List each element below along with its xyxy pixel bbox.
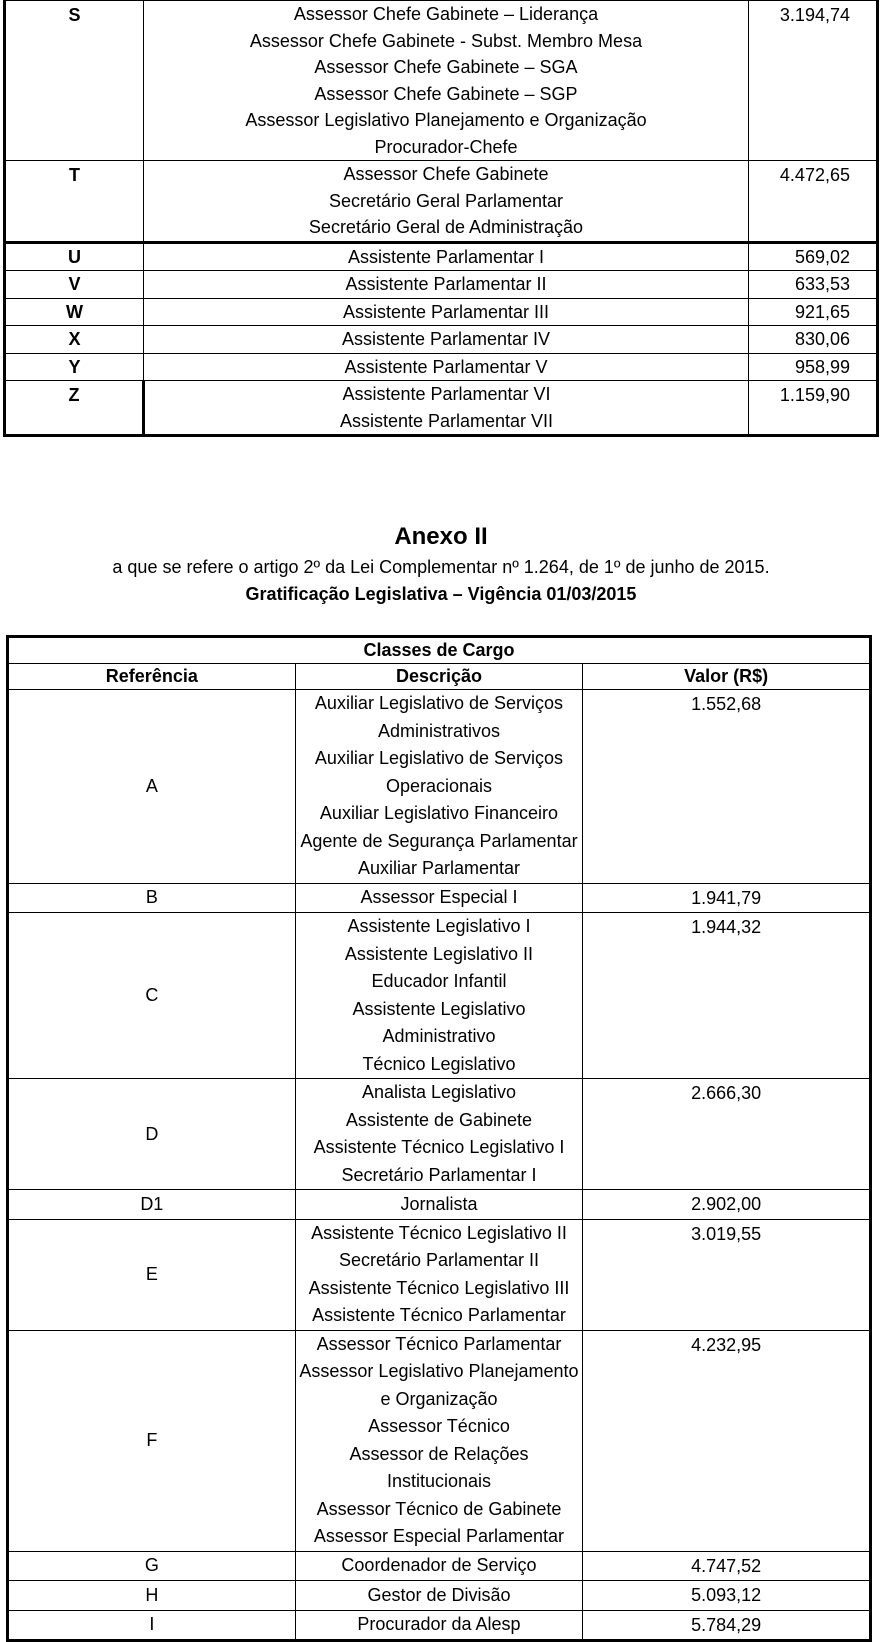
gratification-table-body: [8, 690, 871, 1641]
value-cell: 1.552,68: [583, 690, 871, 884]
table-row: [8, 913, 871, 1079]
reference-cell: C: [8, 913, 296, 1079]
job-title: Assessor Legislativo Planejamento e Organização: [299, 1361, 579, 1409]
reference-cell: X: [5, 326, 144, 354]
gratification-table: [6, 635, 872, 1642]
description-cell: [144, 161, 749, 243]
reference-cell: Z: [5, 381, 144, 436]
column-header-value: Valor (R$): [583, 664, 871, 690]
job-title: Assistente Técnico Parlamentar: [312, 1305, 566, 1325]
table-row: [8, 1551, 871, 1581]
salary-table-body: [5, 1, 878, 436]
description-cell: [144, 242, 749, 271]
job-title: Assistente Parlamentar II: [345, 274, 547, 294]
value-cell: 1.944,32: [583, 913, 871, 1079]
value-cell: 830,06: [749, 326, 878, 354]
reference-cell: T: [5, 161, 144, 243]
value-cell: 3.194,74: [749, 1, 878, 161]
job-title: Educador Infantil: [371, 971, 507, 991]
description-cell: [295, 1581, 583, 1611]
job-title: Procurador da Alesp: [357, 1614, 521, 1634]
job-title: Procurador-Chefe: [374, 136, 518, 157]
value-cell: 4.232,95: [583, 1330, 871, 1551]
job-title: Assistente Parlamentar V: [344, 356, 548, 377]
salary-table-continued: [3, 0, 879, 437]
table-row: [5, 242, 878, 271]
value-cell: 1.159,90: [749, 381, 878, 436]
job-title: Assessor Chefe Gabinete – SGA: [314, 57, 578, 77]
value-cell: 2.666,30: [583, 1079, 871, 1190]
table-row: [5, 298, 878, 326]
annex-title: Anexo II: [394, 523, 488, 550]
job-title: Analista Legislativo: [361, 1082, 517, 1102]
job-title: Assessor Chefe Gabinete – SGP: [314, 83, 578, 104]
job-title: Assistente Legislativo I: [347, 916, 531, 936]
table-row: [5, 161, 878, 243]
table-row: [5, 271, 878, 299]
job-title: Assistente Legislativo II: [344, 943, 534, 964]
table-row: [5, 326, 878, 354]
job-title: Assessor Especial I: [360, 887, 518, 907]
reference-cell: V: [5, 271, 144, 299]
job-title: Jornalista: [400, 1193, 478, 1214]
job-title: Assistente Parlamentar I: [347, 246, 545, 267]
value-cell: 5.784,29: [583, 1610, 871, 1641]
value-cell: 569,02: [749, 242, 878, 271]
column-header-description: Descrição: [295, 664, 583, 690]
description-cell: [295, 1219, 583, 1330]
description-cell: [144, 271, 749, 299]
description-cell: [144, 353, 749, 381]
job-title: Assessor Chefe Gabinete - Subst. Membro Mesa: [249, 30, 643, 51]
description-cell: [144, 326, 749, 354]
value-cell: 5.093,12: [583, 1581, 871, 1611]
table-row: [8, 883, 871, 913]
job-title: Assistente Legislativo Administrativo: [352, 998, 526, 1046]
reference-cell: I: [8, 1610, 296, 1641]
reference-cell: B: [8, 883, 296, 913]
value-cell: 2.902,00: [583, 1190, 871, 1220]
table-row: [8, 690, 871, 884]
job-title: Assessor Especial Parlamentar: [313, 1526, 565, 1546]
job-title: Assistente Parlamentar IV: [341, 329, 551, 349]
column-header-reference: Referência: [8, 664, 296, 690]
table-row: [5, 381, 878, 436]
table-row: [8, 1079, 871, 1190]
description-cell: [144, 1, 749, 161]
description-cell: [295, 1190, 583, 1220]
reference-cell: E: [8, 1219, 296, 1330]
job-title: Agente de Segurança Parlamentar: [300, 830, 578, 851]
job-title: Secretário Geral Parlamentar: [328, 190, 564, 211]
reference-cell: Y: [5, 353, 144, 381]
job-title: Assessor Técnico Parlamentar: [316, 1333, 562, 1354]
job-title: Assessor Chefe Gabinete – Liderança: [293, 4, 599, 24]
job-title: Assessor de Relações Institucionais: [349, 1443, 529, 1491]
value-cell: 1.941,79: [583, 883, 871, 913]
table-row: [8, 1330, 871, 1551]
job-title: Auxiliar Legislativo Financeiro: [319, 803, 559, 823]
job-title: Assistente Parlamentar VII: [339, 410, 554, 431]
reference-cell: G: [8, 1551, 296, 1581]
description-cell: [295, 690, 583, 884]
job-title: Técnico Legislativo: [362, 1053, 516, 1074]
job-title: Secretário Geral de Administração: [308, 217, 584, 237]
job-title: Assessor Técnico de Gabinete: [316, 1498, 562, 1519]
job-title: Assessor Chefe Gabinete: [343, 164, 549, 184]
value-cell: 3.019,55: [583, 1219, 871, 1330]
value-cell: 921,65: [749, 298, 878, 326]
description-cell: [295, 913, 583, 1079]
description-cell: [144, 298, 749, 326]
job-title: Assistente Parlamentar VI: [342, 384, 551, 404]
reference-cell: H: [8, 1581, 296, 1611]
description-cell: [295, 1079, 583, 1190]
value-cell: 958,99: [749, 353, 878, 381]
table-row: [5, 353, 878, 381]
table-row: [8, 1581, 871, 1611]
description-cell: [295, 1330, 583, 1551]
description-cell: [295, 1610, 583, 1641]
job-title: Assessor Legislativo Planejamento e Organização: [245, 110, 647, 130]
table-row: [8, 1219, 871, 1330]
description-cell: [295, 883, 583, 913]
table-row: [8, 1610, 871, 1641]
table-row: [5, 1, 878, 161]
annex-caption: Gratificação Legislativa – Vigência 01/03/2015: [245, 584, 637, 604]
reference-cell: U: [5, 242, 144, 271]
job-title: Assistente Técnico Legislativo I: [313, 1137, 565, 1157]
reference-cell: F: [8, 1330, 296, 1551]
job-title: Assistente de Gabinete: [345, 1109, 533, 1130]
value-cell: 4.747,52: [583, 1551, 871, 1581]
value-cell: 633,53: [749, 271, 878, 299]
job-title: Auxiliar Legislativo de Serviços Operacionais: [314, 748, 564, 796]
job-title: Coordenador de Serviço: [341, 1555, 537, 1575]
reference-cell: D: [8, 1079, 296, 1190]
annex-subtitle: a que se refere o artigo 2º da Lei Complementar nº 1.264, de 1º de junho de 2015.: [112, 557, 770, 577]
reference-cell: A: [8, 690, 296, 884]
reference-cell: D1: [8, 1190, 296, 1220]
table-row: [8, 1190, 871, 1220]
job-title: Assessor Técnico: [368, 1416, 510, 1436]
job-title: Secretário Parlamentar I: [341, 1164, 537, 1185]
job-title: Secretário Parlamentar II: [338, 1250, 540, 1270]
job-title: Auxiliar Parlamentar: [357, 858, 521, 878]
job-title: Assistente Técnico Legislativo II: [311, 1222, 567, 1243]
job-title: Assistente Técnico Legislativo III: [308, 1277, 570, 1298]
value-cell: 4.472,65: [749, 161, 878, 243]
description-cell: [295, 1551, 583, 1581]
annex-heading: [0, 520, 882, 608]
reference-cell: W: [5, 298, 144, 326]
job-title: Gestor de Divisão: [367, 1584, 511, 1605]
description-cell: [144, 381, 749, 436]
job-title: Assistente Parlamentar III: [342, 301, 550, 322]
job-title: Auxiliar Legislativo de Serviços Administrativos: [314, 693, 564, 741]
group-header: Classes de Cargo: [8, 637, 871, 664]
reference-cell: S: [5, 1, 144, 161]
